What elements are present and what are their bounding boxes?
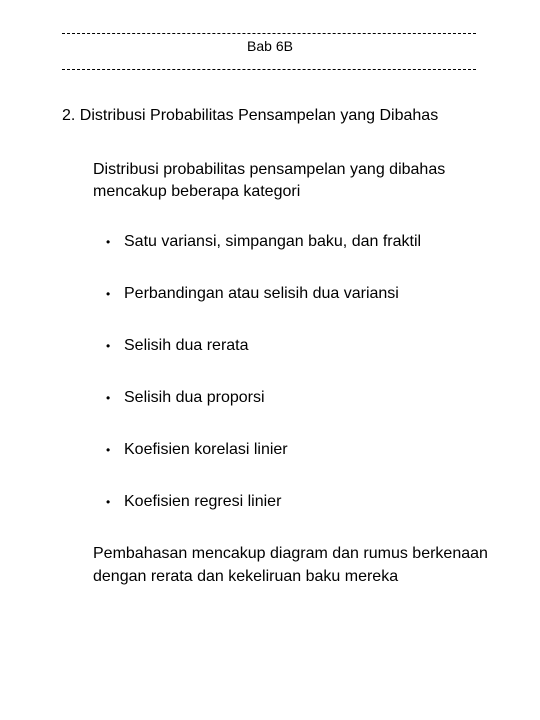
- bullet-icon: •: [106, 287, 111, 301]
- intro-paragraph: Distribusi probabilitas pensampelan yang dibahas mencakup beberapa kategori: [93, 161, 446, 200]
- header-bottom-divider: [62, 69, 476, 70]
- list-item-text: Perbandingan atau selisih dua variansi: [124, 285, 399, 302]
- section-heading: 2. Distribusi Probabilitas Pensampelan yang Dibahas: [62, 107, 439, 124]
- list-item: [106, 439, 421, 491]
- bullet-icon: •: [106, 495, 111, 509]
- header-top-divider: [62, 33, 476, 34]
- list-item: [106, 231, 421, 283]
- list-item: [106, 387, 421, 439]
- bullet-icon: •: [106, 391, 111, 405]
- list-item: [106, 283, 421, 335]
- list-item-text: Selisih dua proporsi: [124, 389, 265, 406]
- bullet-icon: •: [106, 339, 111, 353]
- list-item: [106, 491, 421, 543]
- closing-paragraph: Pembahasan mencakup diagram dan rumus berkenaan dengan rerata dan kekeliruan baku mereka: [93, 545, 488, 585]
- list-item-text: Selisih dua rerata: [124, 337, 249, 354]
- list-item: [106, 335, 421, 387]
- bullet-icon: •: [106, 235, 111, 249]
- chapter-label: Bab 6B: [247, 38, 293, 54]
- list-item-text: Koefisien korelasi linier: [124, 441, 288, 458]
- bullet-icon: •: [106, 443, 111, 457]
- list-item-text: Koefisien regresi linier: [124, 493, 282, 510]
- list-item-text: Satu variansi, simpangan baku, dan fraktil: [124, 233, 422, 250]
- category-list: [106, 231, 421, 543]
